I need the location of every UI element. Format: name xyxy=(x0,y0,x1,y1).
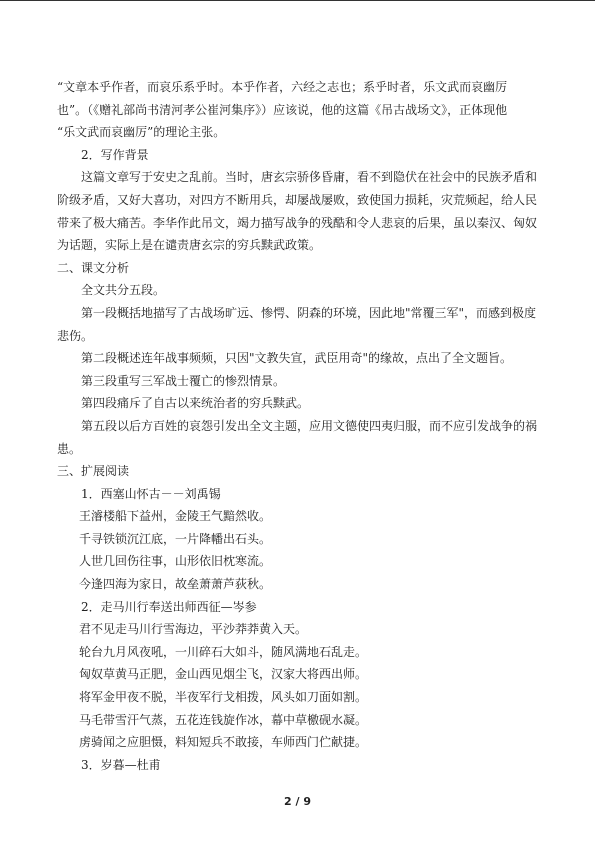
section-heading: 二、课文分析 xyxy=(57,260,130,275)
poem-line: 君不见走马川行雪海边，平沙莽莽黄入天。 xyxy=(79,622,308,637)
text-line: “文章本乎作者，而哀乐系乎时。本乎作者，六经之志也；系乎时者，乐文武而哀幽厉 xyxy=(57,80,508,94)
top-rule xyxy=(0,0,595,1)
text-line: 为话题，实际上是在谴责唐玄宗的穷兵黩武政策。 xyxy=(57,238,322,253)
text-line: 患。 xyxy=(57,441,82,456)
text-line: 也”。（《赠礼部尚书清河孝公崔河集序》）应该说，他的这篇《吊古战场文》，正体现他 xyxy=(57,102,508,117)
text-line: 带来了极大痛苦。李华作此吊文，竭力描写战争的残酷和令人悲哀的后果，虽以秦汉、匈奴 xyxy=(57,215,538,230)
text-line: 第三段重写三军战士覆亡的惨烈情景。 xyxy=(81,373,286,388)
text-line: 悲伤。 xyxy=(57,328,94,343)
subsection-heading: 2．走马川行奉送出师西征—岑参 xyxy=(81,599,257,614)
poem-line: 将军金甲夜不脱，半夜军行戈相拨，风头如刀面如割。 xyxy=(79,690,368,705)
poem-line: 轮台九月风夜吼，一川碎石大如斗，随风满地石乱走。 xyxy=(79,644,368,659)
poem-line: 人世几回伤往事，山形依旧枕寒流。 xyxy=(79,554,272,569)
text-line: 阶级矛盾，又好大喜功，对四方不断用兵，却屡战屡败，致使国力损耗，灾荒频起，给人民 xyxy=(57,192,538,207)
document-body xyxy=(57,76,543,776)
poem-line: 千寻铁锁沉江底，一片降幡出石头。 xyxy=(79,531,272,546)
subsection-heading: 2．写作背景 xyxy=(81,147,149,162)
poem-line: 王濬楼船下益州，金陵王气黯然收。 xyxy=(79,509,272,524)
text-line: 这篇文章写于安史之乱前。当时，唐玄宗骄侈昏庸，看不到隐伏在社会中的民族矛盾和 xyxy=(81,170,538,185)
text-line: 全文共分五段。 xyxy=(81,283,166,298)
poem-line: 虏骑闻之应胆慑，料知短兵不敢接，车师西门伫献捷。 xyxy=(79,735,368,750)
subsection-heading: 3．岁暮—杜甫 xyxy=(81,757,161,772)
section-heading: 三、扩展阅读 xyxy=(57,464,130,479)
text-line: 第二段概述连年战事频频，只因"文教失宣，武臣用奇"的缘故，点出了全文题旨。 xyxy=(81,351,513,366)
text-line: 第一段概括地描写了古战场旷远、惨愕、阴森的环境，因此地"常覆三军"，而感到极度 xyxy=(81,305,537,320)
page-number: 2 / 9 xyxy=(284,795,311,808)
poem-line: 今逢四海为家日，故垒萧萧芦荻秋。 xyxy=(79,577,272,592)
text-line: 第四段痛斥了自古以来统治者的穷兵黩武。 xyxy=(81,396,310,411)
subsection-heading: 1．西塞山怀古－－刘禹锡 xyxy=(81,486,221,501)
poem-line: 匈奴草黄马正肥，金山西见烟尘飞，汉家大将西出师。 xyxy=(79,667,368,682)
poem-line: 马毛带雪汗气蒸，五花连钱旋作冰，幕中草檄砚水凝。 xyxy=(79,712,368,727)
text-line: “乐文武而哀幽厉”的理论主张。 xyxy=(57,125,226,140)
text-line: 第五段以后方百姓的哀怨引发出全文主题，应用文德使四夷归服，而不应引发战争的祸 xyxy=(81,418,538,433)
